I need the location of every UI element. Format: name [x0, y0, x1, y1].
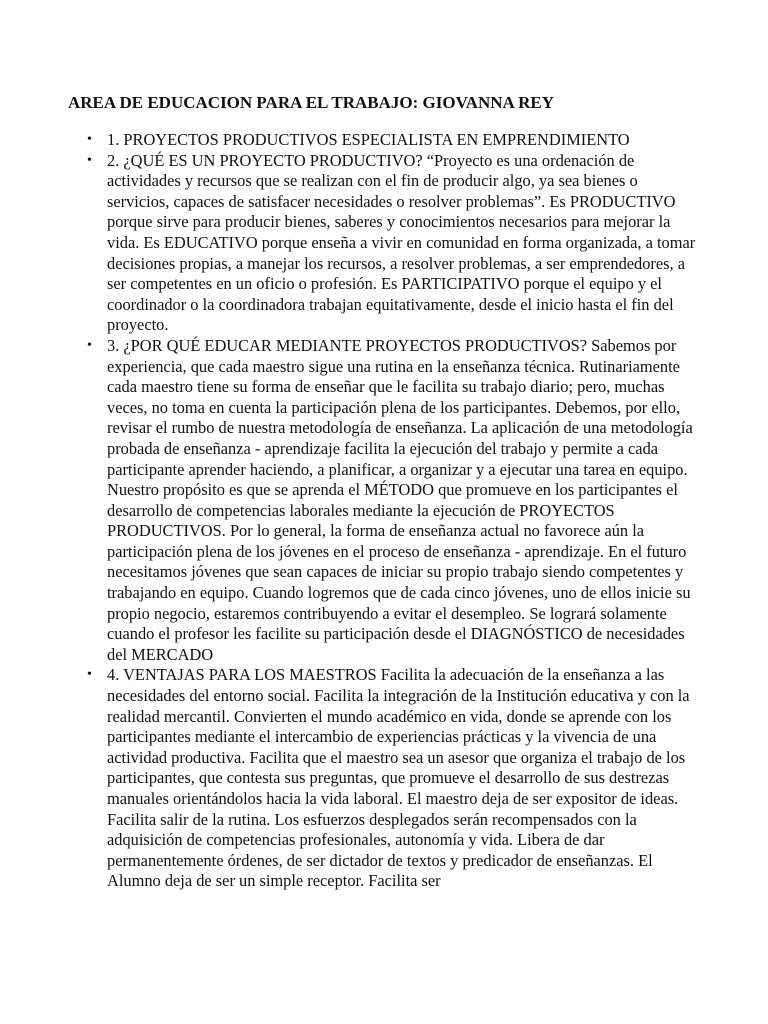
list-item: [87, 335, 703, 666]
bullet-icon: •: [87, 667, 92, 683]
list-item: [87, 665, 703, 892]
bullet-icon: •: [87, 337, 92, 353]
bullet-list: [87, 130, 703, 892]
list-item: [87, 150, 703, 336]
document-title: AREA DE EDUCACION PARA EL TRABAJO: GIOVANNA REY: [68, 93, 554, 112]
list-item-text: 1. PROYECTOS PRODUCTIVOS ESPECIALISTA EN EMPRENDIMIENTO: [107, 130, 630, 149]
list-item-text: 3. ¿POR QUÉ EDUCAR MEDIANTE PROYECTOS PRODUCTIVOS? Sabemos por experiencia, que cada maestro sigue una rutina en la enseñanza técnica. Rutinariamente cada maestro tiene su forma de enseñar que le facilita su trabajo diario; pero, muchas veces, no toma en cuenta la participación plena de los participantes. Debemos, por ello, revisar el rumbo de nuestra metodología de enseñanza. La aplicación de una metodología probada de enseñanza - aprendizaje facilita la ejecución del trabajo y permite a cada participante aprender haciendo, a planificar, a organizar y a ejecutar una tarea en equipo. Nuestro propósito es que se aprenda el MÉTODO que promueve en los participantes el desarrollo de competencias laborales mediante la ejecución de PROYECTOS PRODUCTIVOS. Por lo general, la forma de enseñanza actual no favorece aún la participación plena de los jóvenes en el proceso de enseñanza - aprendizaje. En el futuro necesitamos jóvenes que sean capaces de iniciar su propio trabajo siendo competentes y trabajando en equipo. Cuando logremos que de cada cinco jóvenes, uno de ellos inicie su propio negocio, estaremos contribuyendo a evitar el desempleo. Se logrará solamente cuando el profesor les facilite su participación desde el DIAGNÓSTICO de necesidades del MERCADO: [107, 335, 693, 664]
list-item: [87, 130, 703, 151]
bullet-icon: •: [87, 152, 92, 168]
list-item-text: 2. ¿QUÉ ES UN PROYECTO PRODUCTIVO? “Proyecto es una ordenación de actividades y recursos que se realizan con el fin de producir algo, ya sea bienes o servicios, capaces de satisfacer necesidades o resolver problemas”. Es PRODUCTIVO porque sirve para producir bienes, saberes y conocimientos necesarios para mejorar la vida. Es EDUCATIVO porque enseña a vivir en comunidad en forma organizada, a tomar decisiones propias, a manejar los recursos, a resolver problemas, a ser emprendedores, a ser competentes en un oficio o profesión. Es PARTICIPATIVO porque el equipo y el coordinador o la coordinadora trabajan equitativamente, desde el inicio hasta el fin del proyecto.: [107, 150, 696, 335]
bullet-icon: •: [87, 132, 92, 147]
list-item-text: 4. VENTAJAS PARA LOS MAESTROS Facilita la adecuación de la enseñanza a las necesidades del entorno social. Facilita la integración de la Institución educativa y con la realidad mercantil. Convierten el mundo académico en vida, donde se aprende con los participantes mediante el intercambio de experiencias prácticas y la vivencia de una actividad productiva. Facilita que el maestro sea un asesor que organiza el trabajo de los participantes, que contesta sus preguntas, que promueve el desarrollo de sus destrezas manuales orientándolos hacia la vida laboral. El maestro deja de ser expositor de ideas. Facilita salir de la rutina. Los esfuerzos desplegados serán recompensados con la adquisición de competencias profesionales, autonomía y vida. Libera de dar permanentemente órdenes, de ser dictador de textos y predicador de enseñanzas. El Alumno deja de ser un simple receptor. Facilita ser: [107, 665, 690, 891]
